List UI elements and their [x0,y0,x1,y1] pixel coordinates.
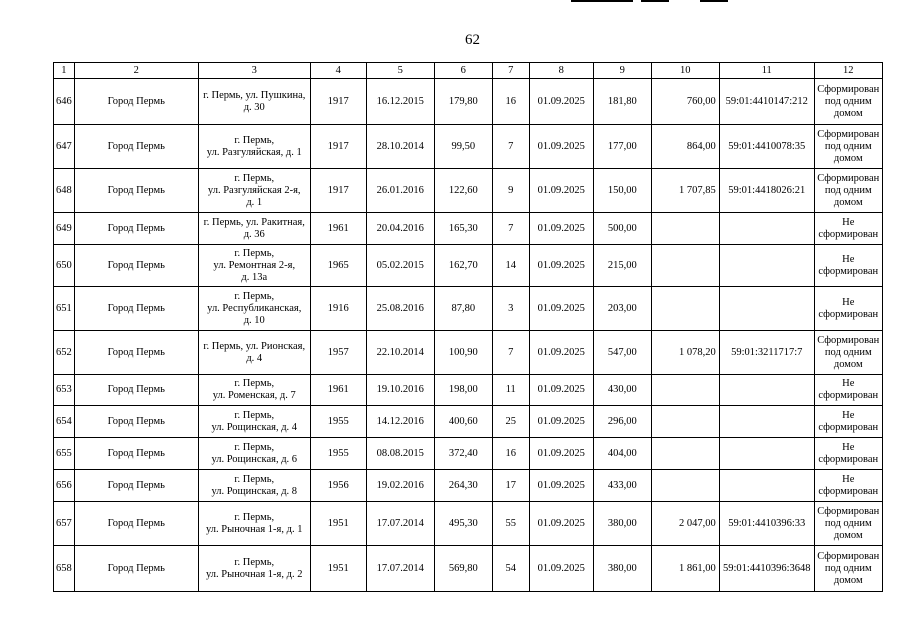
area-cell: 165,30 [434,213,492,245]
land-area-cell [651,287,719,331]
status-cell [814,213,882,245]
address-cell [198,502,310,546]
year-cell: 1917 [310,169,366,213]
date-cell: 19.10.2016 [366,375,434,406]
page-number: 62 [465,32,480,48]
table-row [54,287,883,331]
year-cell: 1917 [310,125,366,169]
status-cell-line: под одним [824,346,872,358]
address-cell [198,375,310,406]
status-cell-line: под одним [824,562,872,574]
status-cell-line: домом [833,152,863,164]
cadastral-number-cell [719,245,814,287]
address-cell-line: г. Пермь, [234,409,275,421]
table-row [54,502,883,546]
address-cell-line: ул. Разгуляйская, д. 1 [206,146,302,158]
column-header-1: 1 [54,63,75,79]
cadastral-number-cell: 59:01:4410078:35 [719,125,814,169]
status-cell-line: Сформирован [817,172,880,184]
address-cell-line: ул. Ремонтная 2-я, [213,259,296,271]
rate-cell: 380,00 [593,546,651,592]
data-table [53,62,883,592]
land-area-cell [651,245,719,287]
row-number: 658 [54,546,75,592]
status-cell [814,546,882,592]
count-cell: 54 [492,546,529,592]
status-cell-line: Не [842,441,855,453]
area-cell: 100,90 [434,331,492,375]
date-cell: 22.10.2014 [366,331,434,375]
column-header-2: 2 [74,63,198,79]
date-cell: 14.12.2016 [366,406,434,438]
year-cell: 1955 [310,406,366,438]
cadastral-number-cell: 59:01:4410396:3648 [719,546,814,592]
rate-cell: 296,00 [593,406,651,438]
cadastral-number-cell: 59:01:4418026:21 [719,169,814,213]
address-cell [198,169,310,213]
status-cell-line: под одним [824,95,872,107]
table-row [54,169,883,213]
status-cell [814,406,882,438]
row-number: 649 [54,213,75,245]
date-cell: 26.01.2016 [366,169,434,213]
date-cell: 05.02.2015 [366,245,434,287]
table-row [54,375,883,406]
status-cell-line: Не [842,296,855,308]
address-cell-line: г. Пермь, [234,172,275,184]
status-cell-line: домом [833,358,863,370]
row-number: 651 [54,287,75,331]
address-cell [198,79,310,125]
municipality-cell: Город Пермь [74,470,198,502]
address-cell [198,245,310,287]
land-area-cell: 1 707,85 [651,169,719,213]
column-header-10: 10 [651,63,719,79]
status-cell [814,502,882,546]
address-cell-line: ул. Рыночная 1-я, д. 2 [206,568,303,580]
rate-cell: 203,00 [593,287,651,331]
address-cell-line: ул. Роменская, д. 7 [212,390,296,401]
status-cell [814,375,882,406]
start-date-cell: 01.09.2025 [529,287,593,331]
address-cell-line: д. 10 [243,314,265,326]
rate-cell: 547,00 [593,331,651,375]
date-cell: 08.08.2015 [366,438,434,470]
cadastral-number-cell [719,438,814,470]
address-cell [198,287,310,331]
municipality-cell: Город Пермь [74,546,198,592]
table-row [54,79,883,125]
address-cell-line: г. Пермь, [234,247,275,259]
start-date-cell: 01.09.2025 [529,406,593,438]
status-cell-line: Не [842,473,855,485]
table-row [54,406,883,438]
table-row [54,213,883,245]
status-cell-line: Не [842,378,855,389]
status-cell-line: Сформирован [817,505,880,517]
address-cell-line: ул. Рощинская, д. 6 [211,453,298,465]
start-date-cell: 01.09.2025 [529,375,593,406]
count-cell: 7 [492,125,529,169]
count-cell: 14 [492,245,529,287]
address-cell-line: ул. Рощинская, д. 4 [211,421,298,433]
column-header-11: 11 [719,63,814,79]
rate-cell: 150,00 [593,169,651,213]
table-row [54,331,883,375]
status-cell [814,125,882,169]
rate-cell: 430,00 [593,375,651,406]
status-cell [814,245,882,287]
status-cell-line: Сформирован [817,83,880,95]
table-row [54,546,883,592]
cadastral-number-cell [719,375,814,406]
address-cell-line: д. 1 [246,196,263,208]
area-cell: 162,70 [434,245,492,287]
table-header-row [54,63,883,79]
municipality-cell: Город Пермь [74,79,198,125]
cadastral-number-cell [719,213,814,245]
municipality-cell: Город Пермь [74,169,198,213]
status-cell-line: под одним [824,517,872,529]
area-cell: 179,80 [434,79,492,125]
address-cell [198,406,310,438]
land-area-cell [651,438,719,470]
address-cell-line: д. 30 [243,101,265,113]
address-cell-line: г. Пермь, ул. Ракитная, [203,216,305,228]
address-cell-line: г. Пермь, [234,511,275,523]
date-cell: 19.02.2016 [366,470,434,502]
status-cell-line: домом [833,574,863,586]
year-cell: 1961 [310,213,366,245]
area-cell: 264,30 [434,470,492,502]
address-cell-line: ул. Рыночная 1-я, д. 1 [206,523,303,535]
status-cell-line: домом [833,107,863,119]
top-rule-1 [571,0,633,2]
start-date-cell: 01.09.2025 [529,79,593,125]
land-area-cell [651,406,719,438]
status-cell-line: Не [842,216,855,228]
year-cell: 1965 [310,245,366,287]
count-cell: 9 [492,169,529,213]
status-cell-line: под одним [824,140,872,152]
cadastral-number-cell [719,470,814,502]
table-row [54,470,883,502]
start-date-cell: 01.09.2025 [529,470,593,502]
year-cell: 1957 [310,331,366,375]
count-cell: 16 [492,79,529,125]
top-rule-3 [700,0,728,2]
count-cell: 16 [492,438,529,470]
table-row [54,438,883,470]
table-row [54,125,883,169]
rate-cell: 380,00 [593,502,651,546]
row-number: 652 [54,331,75,375]
address-cell [198,546,310,592]
area-cell: 569,80 [434,546,492,592]
row-number: 646 [54,79,75,125]
count-cell: 17 [492,470,529,502]
status-cell-line: домом [833,529,863,541]
address-cell [198,438,310,470]
municipality-cell: Город Пермь [74,245,198,287]
status-cell-line: под одним [824,184,872,196]
cadastral-number-cell: 59:01:4410396:33 [719,502,814,546]
area-cell: 87,80 [434,287,492,331]
year-cell: 1955 [310,438,366,470]
municipality-cell: Город Пермь [74,375,198,406]
area-cell: 122,60 [434,169,492,213]
year-cell: 1917 [310,79,366,125]
area-cell: 99,50 [434,125,492,169]
land-area-cell: 1 861,00 [651,546,719,592]
address-cell-line: г. Пермь, [234,378,275,389]
column-header-7: 7 [492,63,529,79]
municipality-cell: Город Пермь [74,287,198,331]
address-cell-line: ул. Республиканская, [207,302,302,314]
status-cell-line: сформирован [818,265,879,277]
start-date-cell: 01.09.2025 [529,438,593,470]
land-area-cell: 760,00 [651,79,719,125]
year-cell: 1961 [310,375,366,406]
status-cell-line: сформирован [818,453,879,465]
address-cell-line: д. 13а [241,271,268,283]
date-cell: 25.08.2016 [366,287,434,331]
row-number: 656 [54,470,75,502]
address-cell-line: г. Пермь, [234,556,275,568]
row-number: 650 [54,245,75,287]
cadastral-number-cell [719,406,814,438]
row-number: 648 [54,169,75,213]
address-cell-line: д. 36 [243,228,265,240]
count-cell: 55 [492,502,529,546]
status-cell-line: Сформирован [817,128,880,140]
address-cell [198,213,310,245]
year-cell: 1956 [310,470,366,502]
land-area-cell [651,213,719,245]
top-rule-2 [641,0,669,2]
municipality-cell: Город Пермь [74,406,198,438]
date-cell: 20.04.2016 [366,213,434,245]
status-cell-line: сформирован [818,228,879,240]
count-cell: 3 [492,287,529,331]
rate-cell: 500,00 [593,213,651,245]
rate-cell: 404,00 [593,438,651,470]
rate-cell: 433,00 [593,470,651,502]
municipality-cell: Город Пермь [74,125,198,169]
status-cell-line: сформирован [818,390,879,401]
rate-cell: 215,00 [593,245,651,287]
rate-cell: 181,80 [593,79,651,125]
land-area-cell: 2 047,00 [651,502,719,546]
date-cell: 16.12.2015 [366,79,434,125]
area-cell: 400,60 [434,406,492,438]
count-cell: 25 [492,406,529,438]
status-cell-line: Не [842,253,855,265]
year-cell: 1916 [310,287,366,331]
start-date-cell: 01.09.2025 [529,245,593,287]
status-cell-line: Сформирован [817,550,880,562]
row-number: 655 [54,438,75,470]
column-header-3: 3 [198,63,310,79]
row-number: 657 [54,502,75,546]
cadastral-number-cell [719,287,814,331]
start-date-cell: 01.09.2025 [529,169,593,213]
address-cell-line: д. 4 [246,352,263,364]
table-row [54,245,883,287]
column-header-9: 9 [593,63,651,79]
status-cell [814,287,882,331]
address-cell-line: г. Пермь, [234,290,275,302]
address-cell-line: г. Пермь, [234,473,275,485]
land-area-cell [651,375,719,406]
column-header-12: 12 [814,63,882,79]
rate-cell: 177,00 [593,125,651,169]
status-cell [814,79,882,125]
column-header-8: 8 [529,63,593,79]
address-cell-line: г. Пермь, ул. Пушкина, [203,89,306,101]
start-date-cell: 01.09.2025 [529,502,593,546]
municipality-cell: Город Пермь [74,438,198,470]
status-cell-line: сформирован [818,485,879,497]
row-number: 654 [54,406,75,438]
municipality-cell: Город Пермь [74,213,198,245]
row-number: 653 [54,375,75,406]
start-date-cell: 01.09.2025 [529,331,593,375]
start-date-cell: 01.09.2025 [529,213,593,245]
column-header-5: 5 [366,63,434,79]
address-cell [198,470,310,502]
start-date-cell: 01.09.2025 [529,546,593,592]
status-cell [814,331,882,375]
count-cell: 7 [492,213,529,245]
municipality-cell: Город Пермь [74,331,198,375]
address-cell-line: ул. Разгуляйская 2-я, [207,184,301,196]
status-cell-line: сформирован [818,308,879,320]
date-cell: 17.07.2014 [366,502,434,546]
status-cell [814,470,882,502]
status-cell-line: домом [833,196,863,208]
count-cell: 11 [492,375,529,406]
municipality-cell: Город Пермь [74,502,198,546]
start-date-cell: 01.09.2025 [529,125,593,169]
year-cell: 1951 [310,546,366,592]
address-cell-line: г. Пермь, [234,134,275,146]
land-area-cell: 1 078,20 [651,331,719,375]
area-cell: 198,00 [434,375,492,406]
address-cell-line: г. Пермь, [234,441,275,453]
area-cell: 372,40 [434,438,492,470]
land-area-cell: 864,00 [651,125,719,169]
area-cell: 495,30 [434,502,492,546]
land-area-cell [651,470,719,502]
row-number: 647 [54,125,75,169]
status-cell-line: Не [842,409,855,421]
status-cell [814,169,882,213]
status-cell-line: сформирован [818,421,879,433]
address-cell [198,331,310,375]
date-cell: 17.07.2014 [366,546,434,592]
status-cell [814,438,882,470]
cadastral-number-cell: 59:01:3211717:7 [719,331,814,375]
date-cell: 28.10.2014 [366,125,434,169]
address-cell-line: г. Пермь, ул. Рионская, [203,340,306,352]
address-cell-line: ул. Рощинская, д. 8 [211,485,298,497]
count-cell: 7 [492,331,529,375]
column-header-6: 6 [434,63,492,79]
year-cell: 1951 [310,502,366,546]
cadastral-number-cell: 59:01:4410147:212 [719,79,814,125]
status-cell-line: Сформирован [817,334,880,346]
address-cell [198,125,310,169]
column-header-4: 4 [310,63,366,79]
